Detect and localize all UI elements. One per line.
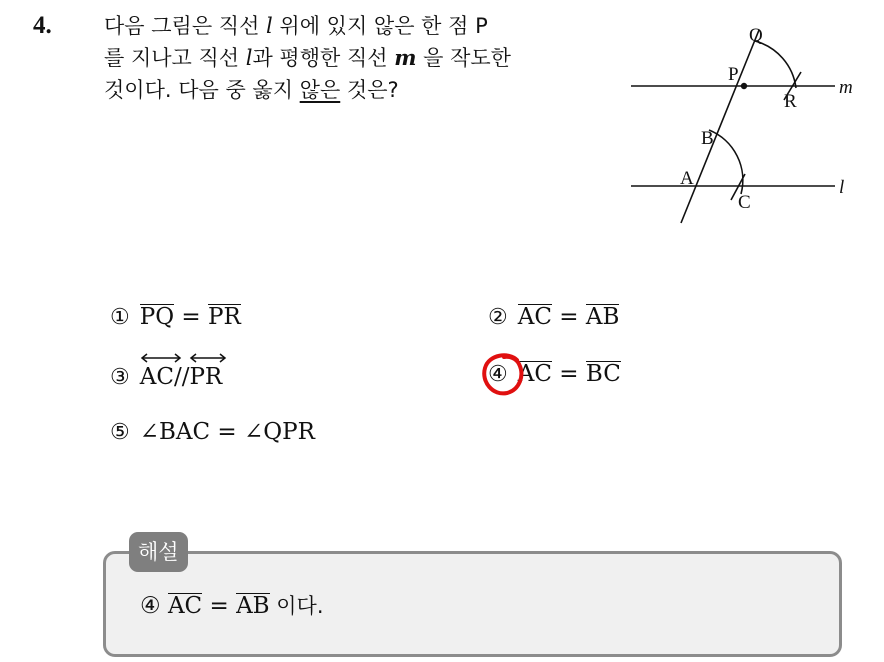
question-number: 4. <box>33 12 52 39</box>
stem-line-1: 다음 그림은 직선 l 위에 있지 않은 한 점 P <box>104 14 488 38</box>
segment: PR <box>207 304 241 330</box>
label-l: l <box>839 177 845 198</box>
label-m: m <box>839 77 853 98</box>
choice-2[interactable]: ② AC = AB <box>488 304 620 330</box>
label-q: Q <box>749 25 763 46</box>
segment: AB <box>585 304 620 330</box>
label-b: B <box>701 128 714 149</box>
arc-at-p <box>755 41 796 88</box>
label-r: R <box>784 91 797 112</box>
point-p <box>741 83 747 89</box>
label-p: P <box>728 64 739 85</box>
solution-tab: 해설 <box>129 532 188 572</box>
label-a: A <box>680 168 694 189</box>
choice-3[interactable]: ③ AC// PR <box>110 361 222 390</box>
stem-line-3: 것이다. 다음 중 옳지 않은 것은? <box>104 78 399 102</box>
line-notation: PR <box>189 361 222 390</box>
choice-4[interactable]: ④ AC = BC <box>488 361 621 387</box>
answer-circle-mark <box>479 350 529 400</box>
segment: PQ <box>139 304 175 330</box>
segment: AC <box>517 304 552 330</box>
segment: BC <box>585 361 621 387</box>
segment: AB <box>236 593 270 619</box>
label-c: C <box>738 192 751 213</box>
segment: AC <box>167 593 203 619</box>
choice-5[interactable]: ⑤ ∠BAC = ∠QPR <box>110 419 315 445</box>
question-stem <box>104 10 604 106</box>
segment: AC <box>517 361 552 387</box>
stem-line-2: 를 지나고 직선 l과 평행한 직선 m 을 작도한 <box>104 45 511 70</box>
choice-1[interactable]: ① PQ = PR <box>110 304 241 330</box>
double-arrow-icon <box>140 352 182 364</box>
double-arrow-icon <box>189 352 227 364</box>
construction-figure <box>625 18 865 233</box>
line-notation: AC <box>140 361 174 390</box>
underlined-word: 않은 <box>299 78 341 102</box>
solution-text: ④ AC = AB 이다. <box>140 593 324 619</box>
